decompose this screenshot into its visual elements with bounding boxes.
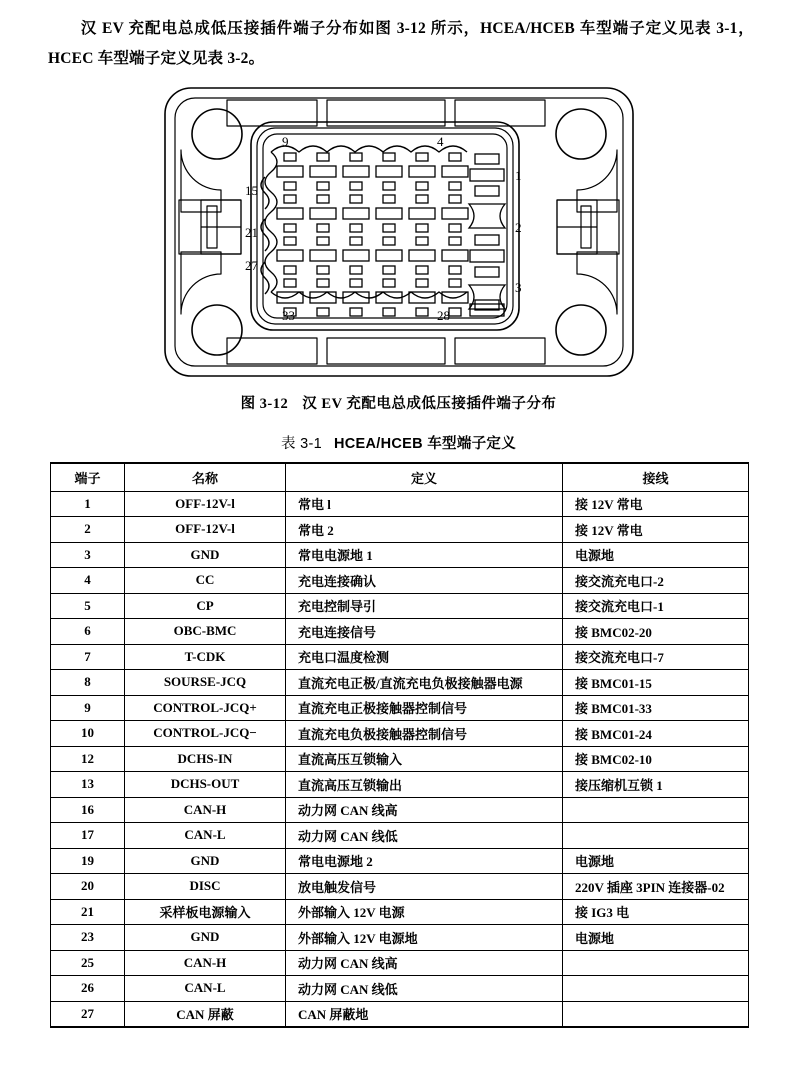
table-row [51,848,749,874]
pin-group-leaders [261,177,269,294]
cell-wiring: 接 BMC01-33 [563,695,749,721]
connector-diagram [0,82,797,382]
cell-pin: 17 [51,823,125,849]
cell-pin: 3 [51,542,125,568]
cell-pin: 7 [51,644,125,670]
cell-pin: 9 [51,695,125,721]
cell-wiring: 接交流充电口-2 [563,568,749,594]
pin-label-4: 4 [436,134,443,149]
table-row [51,491,749,517]
pin-label-28: 28 [436,308,450,323]
cell-definition: 常电 2 [286,517,563,543]
cell-definition: 外部输入 12V 电源地 [286,925,563,951]
table-row [51,874,749,900]
flange-bottom-right [455,338,545,364]
cell-name: OBC-BMC [125,619,286,645]
cell-name: CONTROL-JCQ− [125,721,286,747]
cell-pin: 6 [51,619,125,645]
cell-definition: 直流充电正极接触器控制信号 [286,695,563,721]
pin-label-1: 1 [514,168,521,183]
cell-definition: 充电连接信号 [286,619,563,645]
pin-label-27: 27 [244,258,258,273]
column-header-wiring: 接线 [563,463,749,491]
column-header-definition: 定义 [286,463,563,491]
cell-pin: 16 [51,797,125,823]
table-caption [0,432,797,453]
table-row [51,899,749,925]
pin-column-4 [376,153,402,316]
cell-name: SOURSE-JCQ [125,670,286,696]
table-row [51,925,749,951]
cell-name: GND [125,848,286,874]
cell-pin: 27 [51,1001,125,1027]
cell-definition: 充电连接确认 [286,568,563,594]
cell-wiring: 接 IG3 电 [563,899,749,925]
figure-caption-text: 汉 EV 充配电总成低压接插件端子分布 [302,396,557,412]
table-row [51,568,749,594]
pin-label-21: 21 [244,225,258,240]
pin-column-power [469,154,505,316]
table-row [51,976,749,1002]
pin-column-1 [277,153,303,316]
cell-pin: 26 [51,976,125,1002]
connector-svg [159,82,639,382]
cell-name: CAN-L [125,976,286,1002]
cell-wiring: 接 12V 常电 [563,491,749,517]
cell-definition: 常电电源地 2 [286,848,563,874]
pin-label-3: 3 [514,280,521,295]
cell-definition: 直流高压互锁输出 [286,772,563,798]
cell-pin: 10 [51,721,125,747]
column-header-name: 名称 [125,463,286,491]
cell-wiring: 电源地 [563,848,749,874]
cell-name: T-CDK [125,644,286,670]
pin-column-2 [310,153,336,316]
cell-definition: 直流充电负极接触器控制信号 [286,721,563,747]
cell-wiring [563,797,749,823]
cell-wiring: 接 BMC02-20 [563,619,749,645]
table-row [51,695,749,721]
cell-pin: 8 [51,670,125,696]
cell-definition: 动力网 CAN 线高 [286,950,563,976]
cell-wiring: 接 12V 常电 [563,517,749,543]
table-row [51,619,749,645]
cell-name: DISC [125,874,286,900]
table-caption-text: HCEA/HCEB 车型端子定义 [333,436,517,452]
cell-wiring [563,950,749,976]
cell-wiring: 接压缩机互锁 1 [563,772,749,798]
cell-pin: 12 [51,746,125,772]
table-row [51,746,749,772]
cell-wiring: 接 BMC01-15 [563,670,749,696]
cell-wiring: 接 BMC02-10 [563,746,749,772]
pin-label-15: 15 [244,183,258,198]
pin-label-33: 33 [281,308,295,323]
cell-definition: 充电口温度检测 [286,644,563,670]
cell-name: OFF-12V-l [125,517,286,543]
table-row [51,1001,749,1027]
keying-wave-left [265,152,277,292]
cell-definition: 常电电源地 1 [286,542,563,568]
table-row [51,721,749,747]
pin-array [277,153,505,316]
table-row [51,772,749,798]
pin-label-9: 9 [281,134,288,149]
pin-label-2: 2 [514,220,521,235]
cell-pin: 5 [51,593,125,619]
mount-hole-tr [556,109,606,159]
mount-hole-tl [192,109,242,159]
cell-wiring [563,823,749,849]
cell-definition: 放电触发信号 [286,874,563,900]
cell-definition: 常电 l [286,491,563,517]
cell-name: CAN-H [125,950,286,976]
cell-wiring: 220V 插座 3PIN 连接器-02 [563,874,749,900]
cell-name: GND [125,925,286,951]
cell-name: CAN 屏蔽 [125,1001,286,1027]
table-caption-number: 表 3-1 [280,436,322,452]
cell-definition: 动力网 CAN 线低 [286,823,563,849]
table-row [51,644,749,670]
pin-column-5 [409,153,435,316]
cell-pin: 25 [51,950,125,976]
cell-name: CP [125,593,286,619]
table-row [51,670,749,696]
figure-caption-number: 图 3-12 [240,396,289,412]
cell-definition: CAN 屏蔽地 [286,1001,563,1027]
cell-wiring [563,976,749,1002]
table-body [51,491,749,1027]
figure-caption [0,392,797,413]
cell-name: GND [125,542,286,568]
cell-wiring: 接交流充电口-7 [563,644,749,670]
cell-name: DCHS-OUT [125,772,286,798]
mount-hole-br [556,305,606,355]
cell-wiring [563,1001,749,1027]
column-header-pin: 端子 [51,463,125,491]
intro-text: 汉 EV 充配电总成低压接插件端子分布如图 3-12 所示，HCEA/HCEB 车型端子定义见表 3-1，HCEC 车型端子定义见表 3-2。 [48,20,754,67]
table-row [51,517,749,543]
intro-paragraph [48,14,754,74]
cell-definition: 动力网 CAN 线低 [286,976,563,1002]
cell-name: CONTROL-JCQ+ [125,695,286,721]
cell-pin: 20 [51,874,125,900]
cell-pin: 1 [51,491,125,517]
cell-wiring: 接交流充电口-1 [563,593,749,619]
cell-definition: 直流高压互锁输入 [286,746,563,772]
flange-bottom-left [227,338,317,364]
cell-pin: 2 [51,517,125,543]
cell-pin: 23 [51,925,125,951]
cell-name: CAN-L [125,823,286,849]
cell-definition: 直流充电正极/直流充电负极接触器电源 [286,670,563,696]
cell-definition: 外部输入 12V 电源 [286,899,563,925]
pin-column-3 [343,153,369,316]
pin-column-6 [442,153,468,316]
cell-pin: 13 [51,772,125,798]
pin-definition-table [50,462,749,1028]
cell-name: 采样板电源输入 [125,899,286,925]
cell-name: DCHS-IN [125,746,286,772]
table-row [51,823,749,849]
cell-name: CC [125,568,286,594]
bowtie-contact-upper [469,204,505,228]
table-row [51,593,749,619]
cell-wiring: 接 BMC01-24 [563,721,749,747]
cell-definition: 动力网 CAN 线高 [286,797,563,823]
table-row [51,542,749,568]
flange-bottom-mid [327,338,445,364]
cell-pin: 19 [51,848,125,874]
cell-name: OFF-12V-l [125,491,286,517]
cell-wiring: 电源地 [563,925,749,951]
cell-pin: 21 [51,899,125,925]
cell-definition: 充电控制导引 [286,593,563,619]
table-header-row [51,463,749,491]
cell-pin: 4 [51,568,125,594]
mount-hole-bl [192,305,242,355]
cell-wiring: 电源地 [563,542,749,568]
table-row [51,950,749,976]
cell-name: CAN-H [125,797,286,823]
table-row [51,797,749,823]
housing-outline [165,88,633,376]
